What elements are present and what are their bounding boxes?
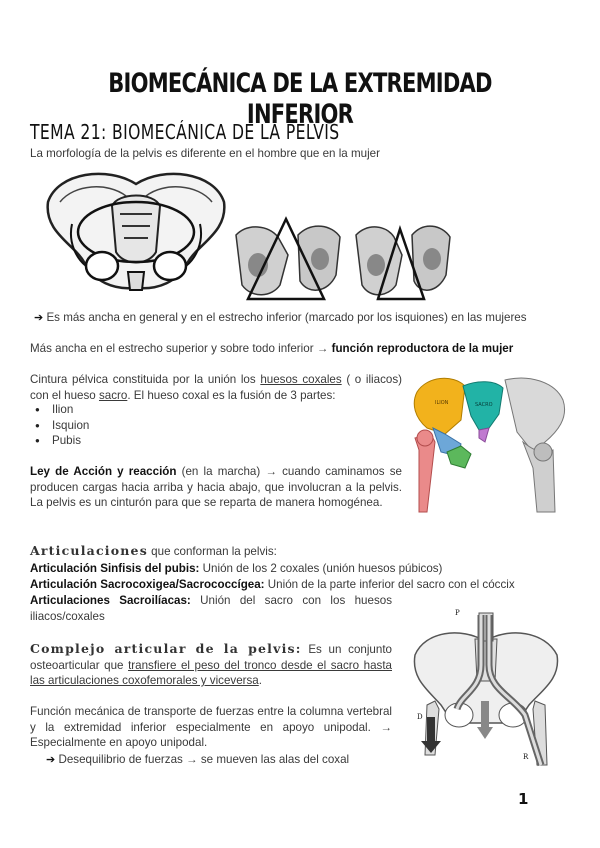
label-r: R xyxy=(523,753,529,761)
girdle-underline-coxales: huesos coxales xyxy=(260,373,342,386)
articulation-item-text: Unión de los 2 coxales (unión huesos púbicos) xyxy=(202,562,443,575)
girdle-paragraph xyxy=(30,372,402,403)
articulation-item xyxy=(30,593,392,624)
ilion-label: ILION xyxy=(435,400,449,406)
wider-bold: función reproductora de la mujer xyxy=(331,342,514,355)
articulation-item-title: Articulación Sinfisis del pubis: xyxy=(30,562,200,575)
articulation-item xyxy=(30,577,580,593)
complex-paragraph xyxy=(30,641,392,689)
imbalance-bullet xyxy=(46,752,406,769)
coxal-parts-list xyxy=(30,402,89,449)
girdle-text-2: ( o iliacos) con el hueso xyxy=(30,373,402,402)
arrow-right-icon: ➔ xyxy=(46,754,56,766)
colored-pelvis-figure xyxy=(405,372,575,514)
section-title: TEMA 21: BIOMECÁNICA DE LA PELVIS xyxy=(30,120,340,144)
girdle-text-3: . El hueso coxal es la fusión de 3 partes: xyxy=(127,388,336,402)
articulation-item-text: Unión del sacro con los huesos iliacos/coxales xyxy=(30,594,392,623)
articulation-item-text: Unión de la parte inferior del sacro con el cóccix xyxy=(267,578,515,591)
complex-heading: Complejo articular de la pelvis: xyxy=(30,641,302,656)
law-bold: Ley de Acción y reacción xyxy=(30,465,177,478)
function-paragraph xyxy=(30,704,392,751)
list-item: ● Isquion xyxy=(30,418,89,434)
wider-bullet-text: Es más ancha en general y en el estrecho inferior (marcado por los isquiones) en las mujeres xyxy=(46,311,527,324)
function-text: Función mecánica de transporte de fuerzas entre la columna vertebral y la extremidad inferior especialmente en apoyo unipodal. → Especialmente en apoyo unipodal. xyxy=(30,705,392,749)
articulation-item-title: Articulaciones Sacroilíacas: xyxy=(30,594,191,607)
law-text: (en la marcha) → cuando caminamos se producen cargas hacia arriba y hacia abajo, que involucran a la pelvis. La pelvis es un cinturón para que se reparta de manera homogénea. xyxy=(30,465,402,509)
pelvis-front-figure xyxy=(38,162,234,302)
sacro-label: SACRO xyxy=(475,402,493,408)
label-d: D xyxy=(417,713,423,721)
girdle-underline-sacro: sacro xyxy=(98,388,128,402)
complex-text-2: . xyxy=(258,674,262,687)
label-p: P xyxy=(455,609,460,617)
articulation-item-title: Articulación Sacrocoxigea/Sacrococcígea: xyxy=(30,578,265,591)
complex-underline: transfiere el peso del tronco desde el sacro hasta las articulaciones coxofemorales y viceversa xyxy=(30,658,392,687)
law-paragraph xyxy=(30,464,402,511)
articulation-item xyxy=(30,561,570,577)
list-item: ● Pubis xyxy=(30,433,89,449)
articulations-heading: Articulaciones xyxy=(30,543,148,558)
intro-text: La morfología de la pelvis es diferente en el hombre que en la mujer xyxy=(30,147,380,160)
wider-text: Más ancha en el estrecho superior y sobre todo inferior → xyxy=(30,342,329,355)
articulations-suffix: que conforman la pelvis: xyxy=(151,545,277,558)
girdle-text-1: Cintura pélvica constituida por la unión los xyxy=(30,373,256,386)
force-transmission-figure xyxy=(405,605,570,770)
page-number: 1 xyxy=(518,790,529,808)
articulations-heading-row xyxy=(30,543,570,560)
complex-text-1: Es un conjunto osteoarticular que xyxy=(30,643,393,672)
pelvis-lateral-female-figure xyxy=(350,215,454,307)
pelvis-lateral-male-figure xyxy=(228,215,346,307)
wider-bullet xyxy=(34,310,574,327)
arrow-right-icon: ➔ xyxy=(34,312,44,324)
page-title: BIOMECÁNICA DE LA EXTREMIDAD INFERIOR xyxy=(108,68,492,130)
wider-paragraph xyxy=(30,341,570,357)
imbalance-text: Desequilibrio de fuerzas → se mueven las alas del coxal xyxy=(58,753,350,766)
list-item: ● Ilion xyxy=(30,402,89,418)
